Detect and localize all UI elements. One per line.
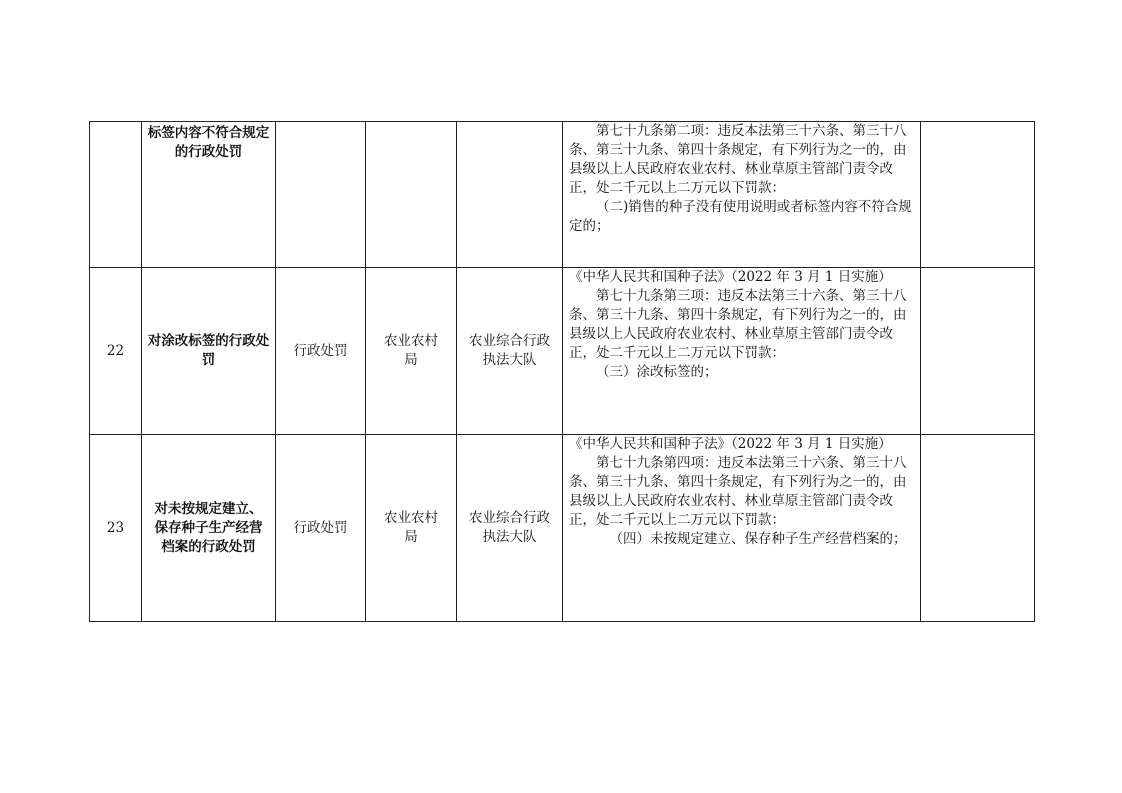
power-type: 行政处罚: [276, 435, 366, 622]
item-clause: （四）未按规定建立、保存种子生产经营档案的；: [609, 531, 907, 547]
department: [366, 268, 457, 435]
department: [366, 122, 457, 268]
remark: [921, 435, 1035, 622]
article-text: 第七十九条第二项：违反本法第三十六条、第三十八条、第三十九条、第四十条规定，有下列行为之一的，由县级以上人民政府农业农村、林业草原主管部门责令改正，处二千元以上二万元以下罚款：: [569, 123, 907, 196]
executing-body-text: 农业综合行政执法大队: [469, 333, 550, 368]
row-number: 22: [90, 268, 142, 435]
table-row: [90, 435, 1035, 622]
table-row: [90, 268, 1035, 435]
remark: [921, 122, 1035, 268]
item-name-text: 对涂改标签的行政处罚: [147, 333, 270, 368]
executing-body-text: 农业综合行政执法大队: [469, 510, 550, 545]
item-name: [142, 122, 276, 268]
row-number: [90, 122, 142, 268]
document-page: [89, 121, 1034, 622]
executing-body: [457, 268, 563, 435]
article-text: 第七十九条第三项：违反本法第三十六条、第三十八条、第三十九条、第四十条规定，有下列行为之一的，由县级以上人民政府农业农村、林业草原主管部门责令改正，处二千元以上二万元以下罚款：: [569, 288, 907, 361]
remark: [921, 268, 1035, 435]
law-title: 《中华人民共和国种子法》（2022 年 3 月 1 日实施）: [569, 436, 892, 452]
item-clause: （三）涂改标签的；: [596, 364, 718, 380]
penalty-table: [89, 121, 1035, 622]
power-type: [276, 122, 366, 268]
item-clause: （二)销售的种子没有使用说明或者标签内容不符合规定的；: [569, 199, 912, 234]
item-name-text: 标签内容不符合规定的行政处罚: [147, 125, 270, 160]
item-name-text: 对未按规定建立、保存种子生产经营档案的行政处罚: [154, 500, 263, 555]
power-type: 行政处罚: [276, 268, 366, 435]
legal-basis: [563, 435, 921, 622]
table-row: [90, 122, 1035, 268]
legal-basis: [563, 268, 921, 435]
row-number: 23: [90, 435, 142, 622]
item-name: [142, 435, 276, 622]
legal-basis: [563, 122, 921, 268]
executing-body: [457, 122, 563, 268]
department-text: 农业农村局: [384, 333, 438, 368]
department: [366, 435, 457, 622]
article-text: 第七十九条第四项：违反本法第三十六条、第三十八条、第三十九条、第四十条规定，有下列行为之一的，由县级以上人民政府农业农村、林业草原主管部门责令改正，处二千元以上二万元以下罚款：: [569, 455, 907, 528]
item-name: [142, 268, 276, 435]
department-text: 农业农村局: [384, 510, 438, 545]
law-title: 《中华人民共和国种子法》（2022 年 3 月 1 日实施）: [569, 269, 892, 285]
executing-body: [457, 435, 563, 622]
